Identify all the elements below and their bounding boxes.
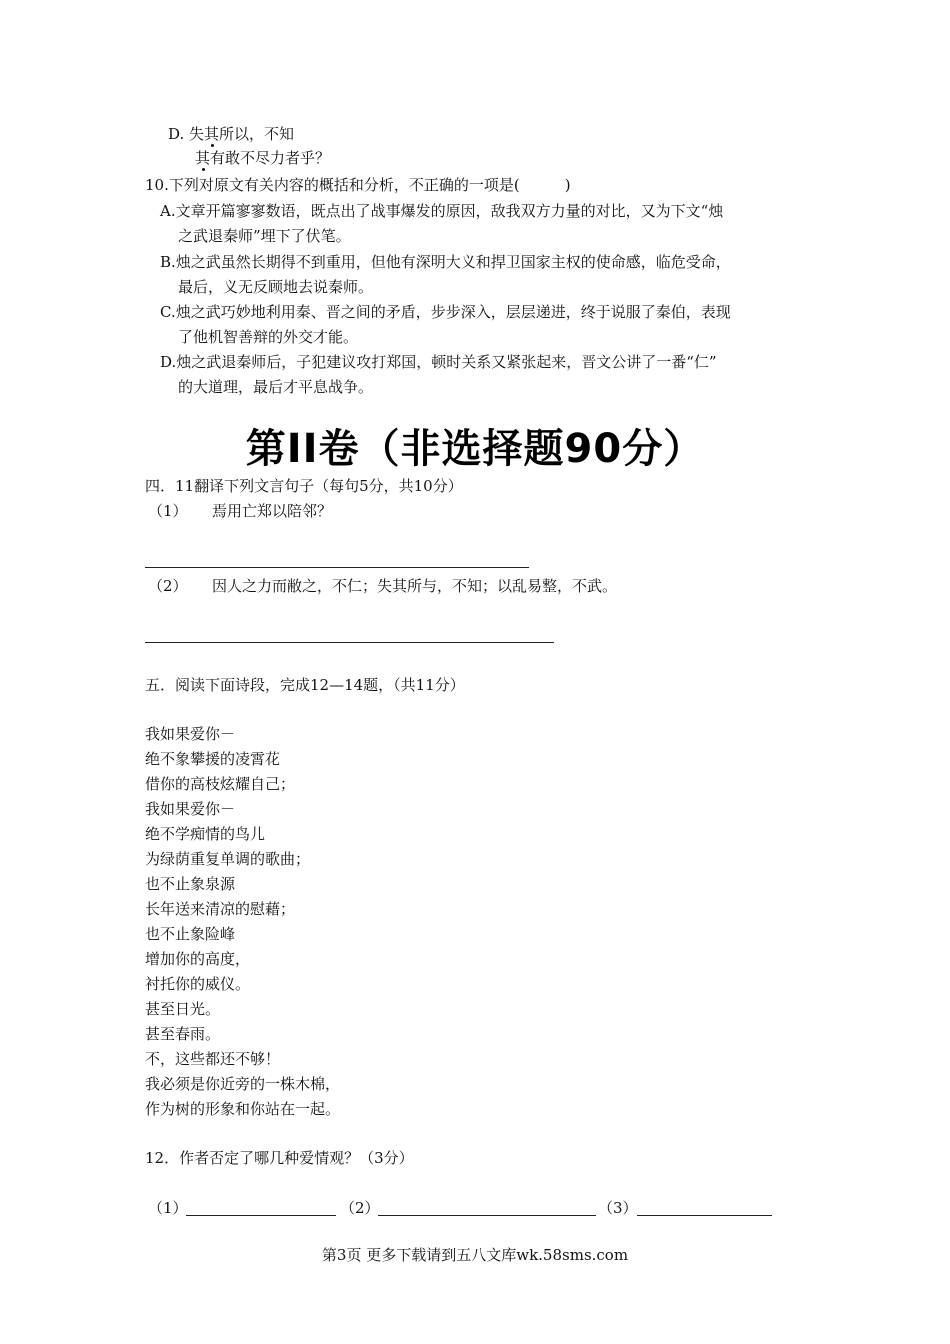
poem-line: 增加你的高度， [145,950,251,968]
q12-answer-2-line[interactable] [378,1215,596,1216]
q10-stem: 10.下列对原文有关内容的概括和分析，不正确的一项是( ) [145,176,571,194]
q9-option-d-post: 所以，不知 [219,125,295,143]
part4-s2-text: 因人之力而敝之，不仁；失其所与，不知；以乱易整，不武。 [212,577,618,595]
poem-line: 甚至春雨。 [145,1025,221,1043]
part4-s2-answer-line[interactable] [145,642,554,643]
q9-option-d-line1 [168,124,294,144]
q10-option-d-line1: D.烛之武退秦师后，子犯建议攻打郑国，顿时关系又紧张起来，晋文公讲了一番“仁” [160,353,717,371]
q10-option-a-line1: A.文章开篇寥寥数语，既点出了战事爆发的原因，敌我双方力量的对比，又为下文“烛 [160,202,724,220]
poem-line: 也不止象泉源 [145,875,236,893]
poem-line: 我如果爱你－ [145,800,236,818]
poem-line: 为绿荫重复单调的歌曲； [145,850,311,868]
q10-option-c-line2: 了他机智善辩的外交才能。 [178,328,359,346]
poem-line: 不，这些都还不够！ [145,1050,281,1068]
q9-option-d-line2 [195,148,330,168]
page-footer: 第3页 更多下载请到五八文库wk.58sms.com [321,1246,629,1264]
section-2-title: 第II卷（非选择题90分） [245,426,705,472]
q12-answer-1-line[interactable] [186,1215,336,1216]
q9-option-d2-dotted-char: 其 [195,149,211,167]
part4-s2-number: （2） [148,577,188,595]
part5-title: 五．阅读下面诗段，完成12—14题，（共11分） [145,676,465,694]
q12-answer-3-number: （3） [598,1199,638,1217]
q12-answer-3-line[interactable] [637,1215,772,1216]
q10-option-c-line1: C.烛之武巧妙地利用秦、晋之间的矛盾，步步深入，层层递进，终于说服了秦伯，表现 [160,303,731,321]
poem-line: 我如果爱你－ [145,725,236,743]
part4-s1-number: （1） [148,502,188,520]
poem-line: 也不止象险峰 [145,925,236,943]
poem-line: 甚至日光。 [145,1000,221,1018]
q10-option-d-line2: 的大道理，最后才平息战争。 [178,378,374,396]
q12-stem: 12．作者否定了哪几种爱情观？（3分） [145,1149,414,1167]
poem-line: 作为树的形象和你站在一起。 [145,1100,341,1118]
q10-option-a-line2: 之武退秦师”埋下了伏笔。 [178,227,351,245]
q10-option-b-line2: 最后，义无反顾地去说秦师。 [178,278,374,296]
poem-line: 绝不学痴情的鸟儿 [145,825,266,843]
q9-option-d-dotted-char: 其 [204,125,220,143]
q9-option-d-pre: D. 失 [168,125,205,143]
poem-line: 衬托你的威仪。 [145,975,251,993]
part4-title: 四．11翻译下列文言句子（每句5分，共10分） [145,477,463,495]
q9-option-d2-post: 有敢不尽力者乎？ [210,149,331,167]
poem-line: 绝不象攀援的凌霄花 [145,750,281,768]
q12-answer-1-number: （1） [148,1199,188,1217]
poem-line: 长年送来清凉的慰藉； [145,900,296,918]
q12-answer-2-number: （2） [340,1199,380,1217]
part4-s1-answer-line[interactable] [145,567,529,568]
q10-option-b-line1: B.烛之武虽然长期得不到重用，但他有深明大义和捍卫国家主权的使命感，临危受命， [160,253,731,271]
part4-s1-text: 焉用亡郑以陪邻？ [212,502,333,520]
poem-line: 借你的高枝炫耀自己； [145,775,296,793]
poem-line: 我必须是你近旁的一株木棉， [145,1075,341,1093]
